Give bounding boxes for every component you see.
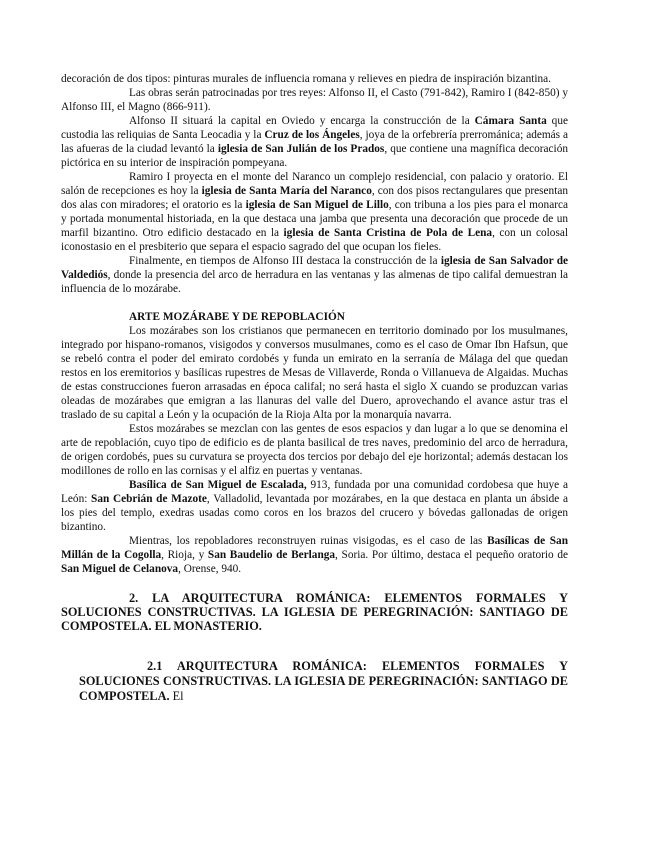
- bold-san-baudelio: San Baudelio de Berlanga: [207, 549, 336, 561]
- paragraph-repobladores: Mientras, los repobladores reconstruyen ruinas visigodas, es el caso de las Basílicas de San Millán de la Cogolla, Rioja, y San Baudelio de Berlanga, Soria. Por último, destaca el pequeño oratorio de San Miguel de Celanova, Orense, 940.: [61, 535, 568, 575]
- paragraph-decoracion: decoración de dos tipos: pinturas murales de influencia romana y relieves en piedra de inspiración bizantina.: [61, 73, 551, 85]
- paragraph-repoblacion: Estos mozárabes se mezclan con las gentes de esos espacios y dan lugar a lo que se denomina el arte de repoblación, cuyo tipo de edificio es de planta basilical de tres naves, predominio del arco de herradura, de origen cordobés, pues su curvatura se proyecta dos tercios por debajo del eje horizontal; además destacan los modillones de rollo en las cornisas y el alfiz en puertas y ventanas.: [61, 423, 568, 477]
- paragraph-alfonso-ii: Alfonso II situará la capital en Oviedo y encarga la construcción de la Cámara Santa que custodia las reliquias de Santa Leocadia y la Cruz de los Ángeles, joya de la orfebrería prerrománica; además a las afueras de la ciudad levantó la iglesia de San Julián de los Prados, que contiene una magnífica decoración pictórica en su interior de inspiración pompeyana.: [61, 115, 568, 169]
- subsection-heading-2-1: 2.1 ARQUITECTURA ROMÁNICA: ELEMENTOS FORMALES Y SOLUCIONES CONSTRUCTIVAS. LA IGLESIA DE PEREGRINACIÓN: SANTIAGO DE COMPOSTELA. El: [79, 659, 568, 703]
- paragraph-mozarabes: Los mozárabes son los cristianos que permanecen en territorio dominado por los musulmanes, integrado por hispano-romanos, visigodos y conversos musulmanes, como es el caso de Omar Ibn Hafsun, que se rebeló contra el poder del emirato cordobés y funda un emirato en la serranía de Málaga del que quedan restos en los eremitorios y basílicas rupestres de Mesas de Villaverde, Ronda o Villanueva de Algaidas. Muchas de estas construcciones fueron arrasadas en época califal; no será hasta el siglo X cuando se produzcan varias oleadas de mozárabes que emigran a las llanuras del valle del Duero, aprovechando el avance astur tras el traslado de su capital a León y la ocupación de la Rioja Alta por la monarquía navarra.: [61, 325, 568, 421]
- paragraph-alfonso-iii: Finalmente, en tiempos de Alfonso III destaca la construcción de la iglesia de San Salvador de Valdediós, donde la presencia del arco de herradura en las ventanas y las almenas de tipo califal demuestran la influencia de lo mozárabe.: [61, 255, 568, 295]
- section-heading-romanica: 2. LA ARQUITECTURA ROMÁNICA: ELEMENTOS FORMALES Y SOLUCIONES CONSTRUCTIVAS. LA IGLESIA DE PEREGRINACIÓN: SANTIAGO DE COMPOSTELA. EL MONASTERIO.: [61, 591, 568, 633]
- document-page: [61, 72, 568, 704]
- bold-cruz-angeles: Cruz de los Ángeles: [264, 129, 360, 141]
- bold-camara-santa: Cámara Santa: [474, 115, 547, 127]
- bold-santa-maria-naranco: iglesia de Santa María del Naranco: [201, 185, 372, 197]
- paragraph-escalada: Basílica de San Miguel de Escalada, 913, fundada por una comunidad cordobesa que huye a León: San Cebrián de Mazote, Valladolid, levantada por mozárabes, en la que destaca en planta un ábside a los pies del templo, exedras usadas como coros en los brazos del crucero y bóvedas gallonadas de origen bizantino.: [61, 479, 568, 533]
- bold-san-julian: iglesia de San Julián de los Prados: [217, 143, 385, 155]
- bold-escalada: Basílica de San Miguel de Escalada,: [129, 479, 307, 491]
- bold-san-miguel-lillo: iglesia de San Miguel de Lillo: [245, 199, 389, 211]
- paragraph-ramiro-i: Ramiro I proyecta en el monte del Naranco un complejo residencial, con palacio y oratorio. El salón de recepciones es hoy la iglesia de Santa María del Naranco, con dos pisos rectangulares que presentan dos alas con miradores; el oratorio es la iglesia de San Miguel de Lillo, con tribuna a los pies para el monarca y portada monumental historiada, en la que destaca una jamba que presenta una decoración que procede de un marfil bizantino. Otro edificio destacado en la iglesia de Santa Cristina de Pola de Lena, con un colosal iconostasio en el presbiterio que separa el espacio sagrado del que ocupan los fieles.: [61, 171, 569, 253]
- bold-san-cebrian: San Cebrián de Mazote: [91, 493, 207, 505]
- bold-san-miguel-celanova: San Miguel de Celanova: [61, 563, 179, 575]
- bold-san-millan: Basílicas de San Millán de la Cogolla: [61, 535, 568, 561]
- paragraph-reyes: Las obras serán patrocinadas por tres reyes: Alfonso II, el Casto (791-842), Ramiro I (842-850) y Alfonso III, el Magno (866-911).: [61, 87, 568, 113]
- bold-san-salvador: iglesia de San Salvador de Valdediós: [61, 255, 568, 281]
- bold-santa-cristina: iglesia de Santa Cristina de Pola de Lena: [283, 227, 493, 239]
- section-heading-mozarabe: ARTE MOZÁRABE Y DE REPOBLACIÓN: [129, 311, 345, 323]
